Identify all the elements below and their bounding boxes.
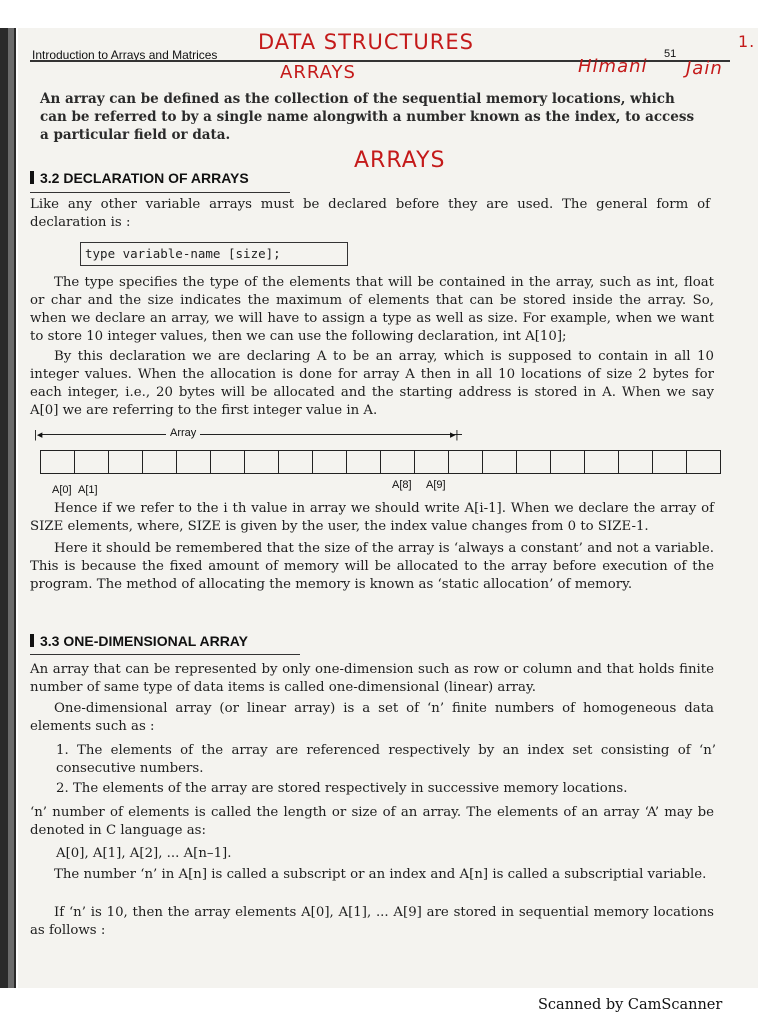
section-marker — [30, 634, 34, 647]
array-cells — [40, 450, 721, 474]
section-heading-text: 3.3 ONE-DIMENSIONAL ARRAY — [40, 633, 248, 649]
array-cell — [449, 451, 483, 473]
declaration-syntax: type variable-name [size]; — [80, 242, 348, 266]
section-heading-text: 3.2 DECLARATION OF ARRAYS — [40, 170, 249, 186]
paragraph: The type specifies the type of the elements that will be contained in the array, such as int, float or char and the size indicates the maximum of elements that can be stored inside the array. So, when we declare an array, we will have to assign a type as well as size. For example, when we want to store 10 integer values, then we can use the following declaration, int A[10]; — [30, 275, 714, 344]
array-cell — [245, 451, 279, 473]
paragraph: One-dimensional array (or linear array) is a set of ‘n’ finite numbers of homogeneous data elements such as : — [30, 701, 714, 734]
handwritten-title: DATA STRUCTURES — [258, 30, 474, 54]
section-heading-declaration — [30, 170, 249, 186]
array-definition: An array can be defined as the collection of the sequential memory locations, which can be referred to by a single name alongwith a number known as the index, to access a particular field or data. — [40, 91, 695, 143]
array-label: Array — [166, 427, 200, 439]
paragraph: Here it should be remembered that the size of the array is ‘always a constant’ and not a variable. This is because the fixed amount of memory will be allocated to the array before execution of the program. The method of allocating the memory is known as ‘static allocation’ of memory. — [30, 541, 714, 592]
array-cell — [41, 451, 75, 473]
list-item: 1. The elements of the array are referenced respectively by an index set consisting of ‘n’ consecutive numbers. — [56, 743, 716, 776]
array-cell — [619, 451, 653, 473]
array-cell — [483, 451, 517, 473]
handwritten-name-first: Himani — [578, 56, 648, 77]
list-item: 2. The elements of the array are stored respectively in successive memory locations. — [56, 781, 628, 796]
index-label-a9: A[9] — [426, 479, 446, 491]
handwritten-arrays-note: ARRAYS — [354, 148, 446, 173]
array-cell — [585, 451, 619, 473]
array-cell — [551, 451, 585, 473]
arrow-tail-icon: |◂ — [34, 429, 43, 441]
array-cell — [177, 451, 211, 473]
book-binding-edge — [0, 28, 16, 988]
paragraph: The number ‘n’ in A[n] is called a subscript or an index and A[n] is called a subscriptial variable. — [54, 867, 707, 882]
paragraph: If ‘n’ is 10, then the array elements A[0], A[1], ... A[9] are stored in sequential memory locations as follows : — [30, 905, 714, 938]
paragraph: By this declaration we are declaring A to be an array, which is supposed to contain in all 10 integer values. When the allocation is done for array A then in all 10 locations of size 2 bytes for each integer, i.e., 20 bytes will be allocated and the starting address is stored in A. When we say A[0] we are referring to the first integer value in A. — [30, 349, 714, 418]
section-marker — [30, 171, 34, 184]
array-cell — [211, 451, 245, 473]
array-cell — [517, 451, 551, 473]
page-number: 51 — [664, 48, 677, 60]
index-label-a1: A[1] — [78, 484, 98, 496]
array-cell — [687, 451, 720, 473]
handwritten-name-last: Jain — [686, 58, 723, 79]
index-label-a8: A[8] — [392, 479, 412, 491]
scanner-watermark: Scanned by CamScanner — [538, 997, 723, 1013]
running-head: Introduction to Arrays and Matrices — [32, 48, 218, 62]
handwritten-page-number: 1. — [738, 32, 756, 51]
array-cell — [75, 451, 109, 473]
paragraph: An array that can be represented by only one-dimension such as row or column and that holds finite number of same type of data items is called one-dimensional (linear) array. — [30, 662, 714, 695]
array-cell — [279, 451, 313, 473]
array-diagram — [34, 424, 734, 500]
array-span-arrow — [42, 434, 462, 435]
paragraph: ‘n’ number of elements is called the length or size of an array. The elements of an array ‘A’ may be denoted in C language as: — [30, 805, 714, 838]
notation-line: A[0], A[1], A[2], ... A[n–1]. — [56, 846, 232, 861]
array-cell — [109, 451, 143, 473]
section-rule — [30, 654, 300, 655]
paragraph: Hence if we refer to the i th value in array we should write A[i-1]. When we declare the array of SIZE elements, where, SIZE is given by the user, the index value changes from 0 to SIZE-1. — [30, 501, 714, 534]
arrow-head-icon: ▸| — [450, 429, 459, 441]
section-heading-one-dimensional — [30, 633, 248, 649]
array-cell — [653, 451, 687, 473]
paragraph: Like any other variable arrays must be declared before they are used. The general form of declaration is : — [30, 197, 710, 230]
array-cell — [313, 451, 347, 473]
section-rule — [30, 192, 290, 193]
index-label-a0: A[0] — [52, 484, 72, 496]
array-cell — [415, 451, 449, 473]
handwritten-subtitle: ARRAYS — [280, 62, 356, 83]
array-cell — [347, 451, 381, 473]
array-cell — [143, 451, 177, 473]
array-cell — [381, 451, 415, 473]
